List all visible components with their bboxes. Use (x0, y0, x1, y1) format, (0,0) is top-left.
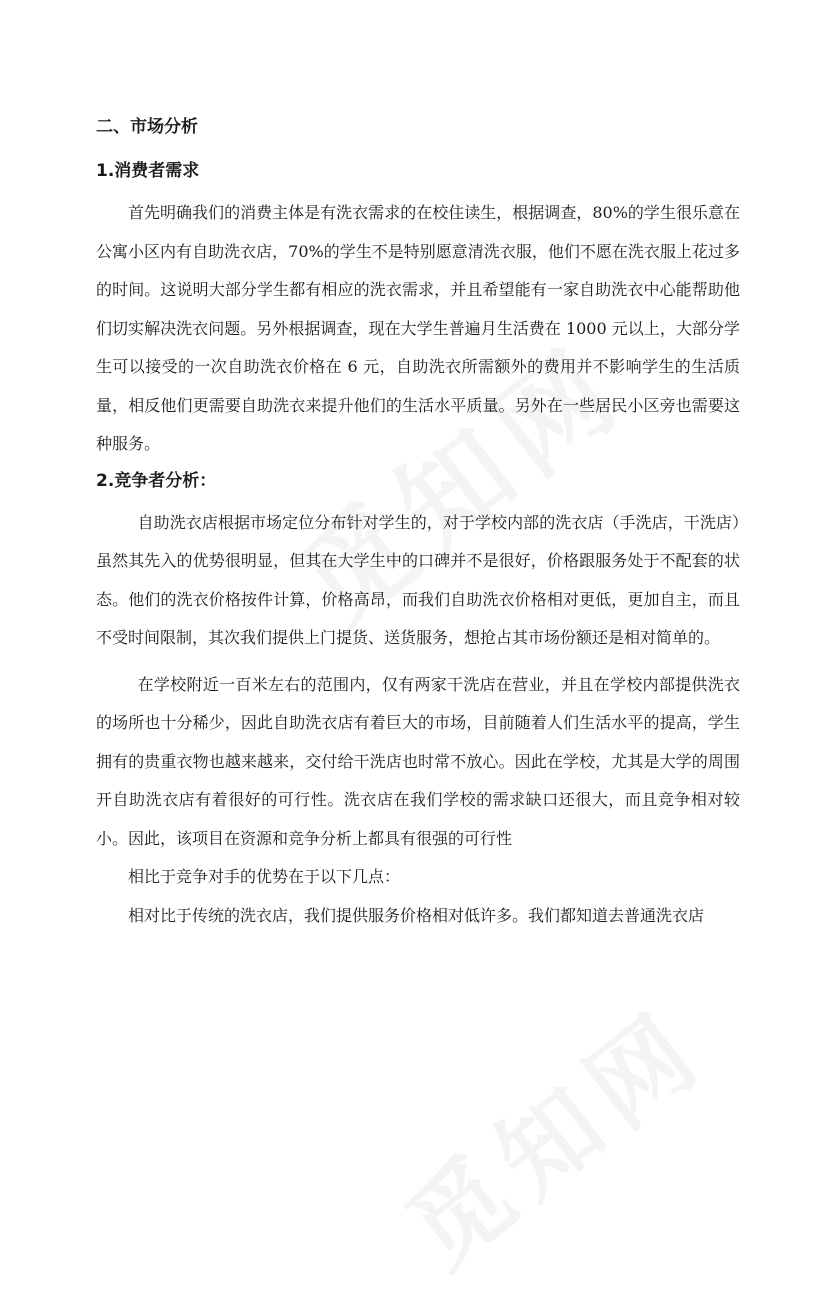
subsection-heading-competitor-analysis: 2.竞争者分析： (96, 470, 217, 491)
consumer-demand-paragraph: 首先明确我们的消费主体是有洗衣需求的在校住读生，根据调查，80%的学生很乐意在公寓小区内有自助洗衣店，70%的学生不是特别愿意清洗衣服，他们不愿在洗衣服上花过多的时间。这说明大部分学生都有相应的洗衣需求，并且希望能有一家自助洗衣中心能帮助他们切实解决洗衣问题。另外根据调查，现在大学生普遍月生活费在 1000 元以上，大部分学生可以接受的一次自助洗衣价格在 6 元，自助洗衣所需额外的费用并不影响学生的生活质量，相反他们更需要自助洗衣来提升他们的生活水平质量。另外在一些居民小区旁也需要这种服务。 (96, 203, 740, 453)
competitor-paragraph-1: 自助洗衣店根据市场定位分布针对学生的，对于学校内部的洗衣店（手洗店，干洗店）虽然其先入的优势很明显，但其在大学生中的口碑并不是很好，价格跟服务处于不配套的状态。他们的洗衣价格按件计算，价格高昂，而我们自助洗衣价格相对更低，更加自主，而且不受时间限制，其次我们提供上门提货、送货服务，想抢占其市场份额还是相对简单的。 (96, 512, 740, 647)
section-heading-market-analysis: 二、市场分析 (96, 117, 198, 137)
advantages-paragraph-1: 相对比于传统的洗衣店，我们提供服务价格相对低许多。我们都知道去普通洗衣店 (128, 905, 705, 925)
document-body (96, 112, 740, 935)
advantages-intro: 相比于竞争对手的优势在于以下几点： (128, 867, 401, 886)
watermark-lower (372, 970, 730, 1294)
subsection-heading-consumer-demand: 1.消费者需求 (96, 161, 200, 181)
competitor-paragraph-2: 在学校附近一百米左右的范围内，仅有两家干洗店在营业，并且在学校内部提供洗衣的场所也十分稀少，因此自助洗衣店有着巨大的市场，目前随着人们生活水平的提高，学生拥有的贵重衣物也越来越来，交付给干洗店也时常不放心。因此在学校，尤其是大学的周围开自助洗衣店有着很好的可行性。洗衣店在我们学校的需求缺口还很大，而且竞争相对较小。因此，该项目在资源和竞争分析上都具有很强的可行性 (96, 674, 740, 848)
